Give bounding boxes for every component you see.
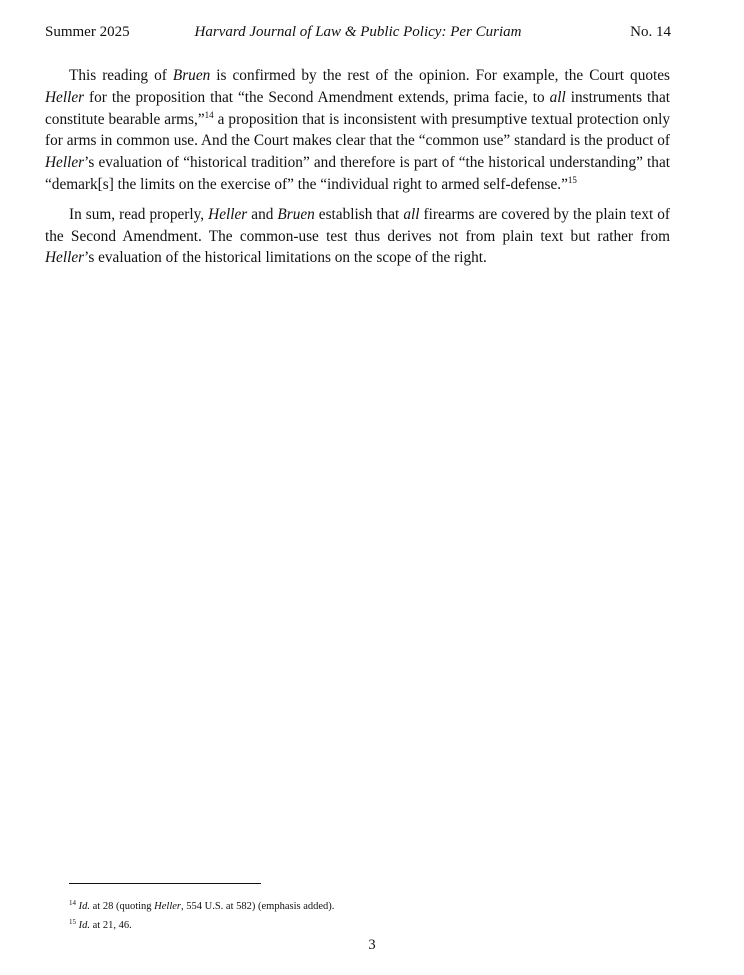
- emphasis-italic: all: [549, 88, 566, 106]
- text-run: is confirmed by the rest of the opinion. For example, the Court quotes: [210, 67, 670, 84]
- text-run: ’s evaluation of the historical limitations on the scope of the right.: [84, 249, 487, 267]
- text-run: In sum, read properly,: [69, 205, 209, 223]
- page-number: 3: [368, 937, 376, 953]
- text-run: a proposition that is inconsistent with presumptive textual protection only for arms in common use. And the Court makes clear that the “common use” standard is the product of: [45, 110, 671, 150]
- footnote-number: 15: [69, 918, 76, 926]
- footnote-ref-14[interactable]: 14: [204, 109, 214, 120]
- running-header: [45, 22, 671, 42]
- paragraph-1: [45, 65, 670, 196]
- citation-italic: Id.: [78, 920, 90, 931]
- article-body: [45, 65, 670, 277]
- header-journal-title: Harvard Journal of Law & Public Policy: Per Curiam: [194, 24, 522, 40]
- footnote-divider: [69, 883, 261, 884]
- footnote-15: [69, 916, 669, 935]
- case-name-italic: Bruen: [172, 67, 211, 84]
- text-run: at 28 (quoting: [90, 901, 155, 912]
- text-run: firearms are covered by the plain text of the Second Amendment. The common-use test thus derives not from plain text but rather from: [45, 205, 670, 245]
- case-name-italic: Heller: [45, 249, 85, 267]
- footnote-ref-15[interactable]: 15: [567, 174, 577, 185]
- text-run: for the proposition that “the Second Amendment extends, prima facie, to: [84, 88, 550, 106]
- footnote-14: [69, 897, 669, 916]
- case-name-italic: Bruen: [277, 205, 315, 223]
- text-run: instruments that constitute bearable arms,”: [45, 88, 670, 128]
- text-run: , 554 U.S. at 582) (emphasis added).: [181, 901, 335, 912]
- text-run: This reading of: [69, 67, 173, 84]
- text-run: and: [247, 205, 278, 223]
- text-run: ’s evaluation of “historical tradition” and therefore is part of “the historical understanding” that “demark[s] the limits on the exercise of” the “individual right to armed self-defense.”: [45, 154, 670, 193]
- text-run: establish that: [314, 205, 404, 223]
- footnotes: [69, 897, 669, 935]
- header-issue-number: No. 14: [630, 24, 671, 40]
- case-name-italic: Heller: [45, 88, 85, 106]
- emphasis-italic: all: [403, 205, 420, 223]
- case-name-italic: Heller: [45, 154, 85, 172]
- footnote-number: 14: [69, 899, 76, 907]
- paragraph-2: [45, 204, 670, 269]
- case-name-italic: Heller: [154, 901, 181, 912]
- text-run: at 21, 46.: [90, 920, 132, 931]
- citation-italic: Id.: [78, 901, 90, 912]
- header-issue-date: Summer 2025: [45, 24, 130, 40]
- case-name-italic: Heller: [208, 205, 248, 223]
